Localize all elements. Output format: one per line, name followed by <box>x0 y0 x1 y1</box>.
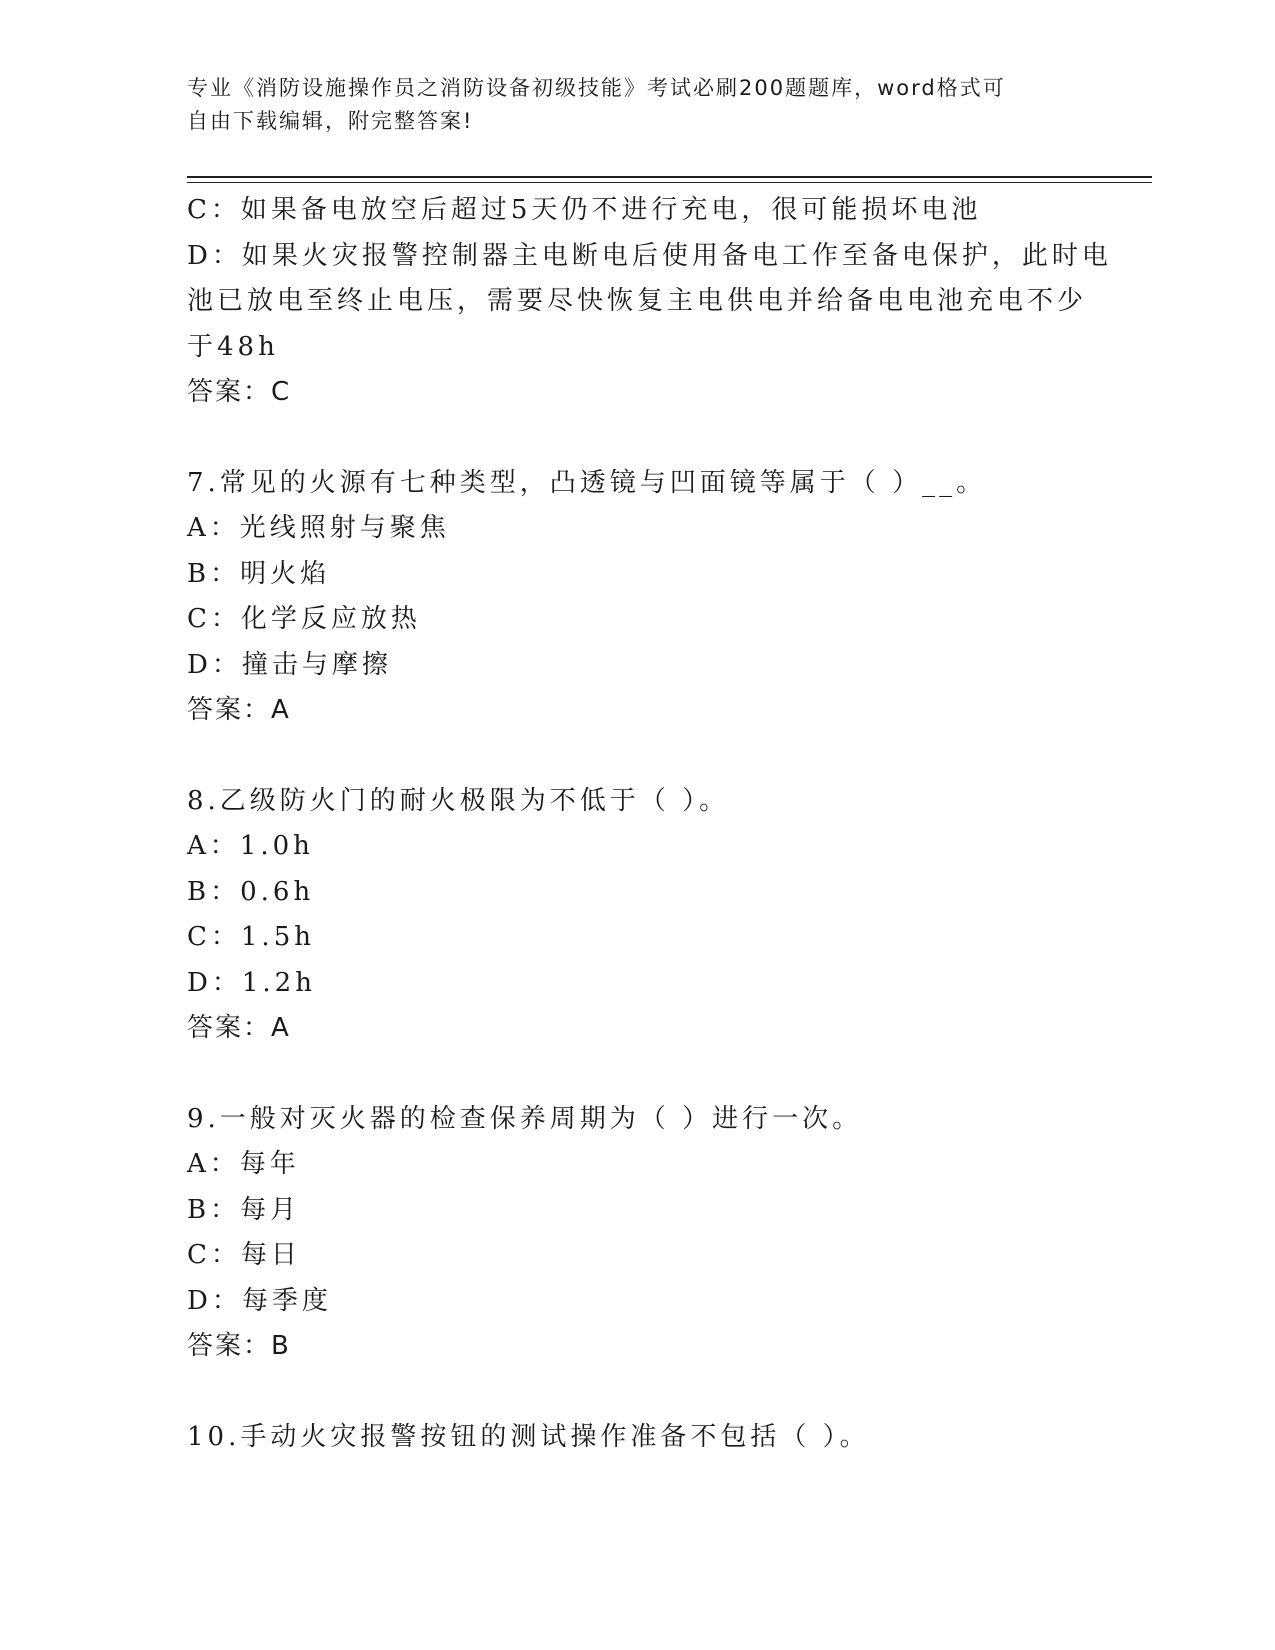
option-c: C：如果备电放空后超过5天仍不进行充电，很可能损坏电池 <box>187 195 982 225</box>
option-b: B：明火焰 <box>187 558 331 589</box>
spacer <box>187 1052 1087 1097</box>
spacer <box>187 1370 1087 1415</box>
option-d: D：1.2h <box>187 967 316 998</box>
question-7 <box>187 461 1087 734</box>
question-text: 9.一般对灭火器的检查保养周期为（ ）进行一次。 <box>187 1103 863 1134</box>
option-a: A：1.0h <box>187 831 314 861</box>
question-8 <box>187 779 1087 1052</box>
answer-label: 答案：B <box>187 1331 291 1361</box>
option-b: B：每月 <box>187 1194 301 1225</box>
option-d-line-2: 池已放电至终止电压，需要尽快恢复主电供电并给备电电池充电不少 <box>187 286 1088 316</box>
option-d: D：每季度 <box>187 1285 332 1316</box>
option-c: C：1.5h <box>187 922 315 952</box>
header-line-2: 自由下载编辑，附完整答案! <box>187 109 474 133</box>
answer-label: 答案：A <box>187 1013 291 1043</box>
question-6-tail <box>187 188 1112 416</box>
header-line-1: 专业《消防设施操作员之消防设备初级技能》考试必刷200题题库，word格式可 <box>187 76 1006 100</box>
question-9 <box>187 1097 1087 1370</box>
question-text: 10.手动火灾报警按钮的测试操作准备不包括（ ）。 <box>187 1421 870 1452</box>
question-list <box>187 188 1112 1460</box>
option-d-line-1: D：如果火灾报警控制器主电断电后使用备电工作至备电保护，此时电 <box>187 240 1112 271</box>
page-header <box>187 72 1067 138</box>
option-a: A：每年 <box>187 1149 300 1179</box>
option-a: A：光线照射与聚焦 <box>187 513 450 543</box>
spacer <box>187 734 1087 779</box>
question-text: 8.乙级防火门的耐火极限为不低于（ ）。 <box>187 785 730 816</box>
answer-label: 答案：A <box>187 695 291 725</box>
spacer <box>187 416 1087 461</box>
option-c: C：化学反应放热 <box>187 604 421 634</box>
option-d: D：撞击与摩擦 <box>187 649 392 680</box>
question-text: 7.常见的火源有七种类型，凸透镜与凹面镜等属于（ ）__。 <box>187 467 987 498</box>
question-10 <box>187 1415 1087 1461</box>
option-c: C：每日 <box>187 1240 301 1270</box>
option-b: B：0.6h <box>187 876 315 907</box>
header-divider-thin <box>187 182 1152 183</box>
option-d-line-3: 于48h <box>187 331 279 362</box>
header-divider-thick <box>187 176 1152 178</box>
answer-label: 答案：C <box>187 377 292 407</box>
